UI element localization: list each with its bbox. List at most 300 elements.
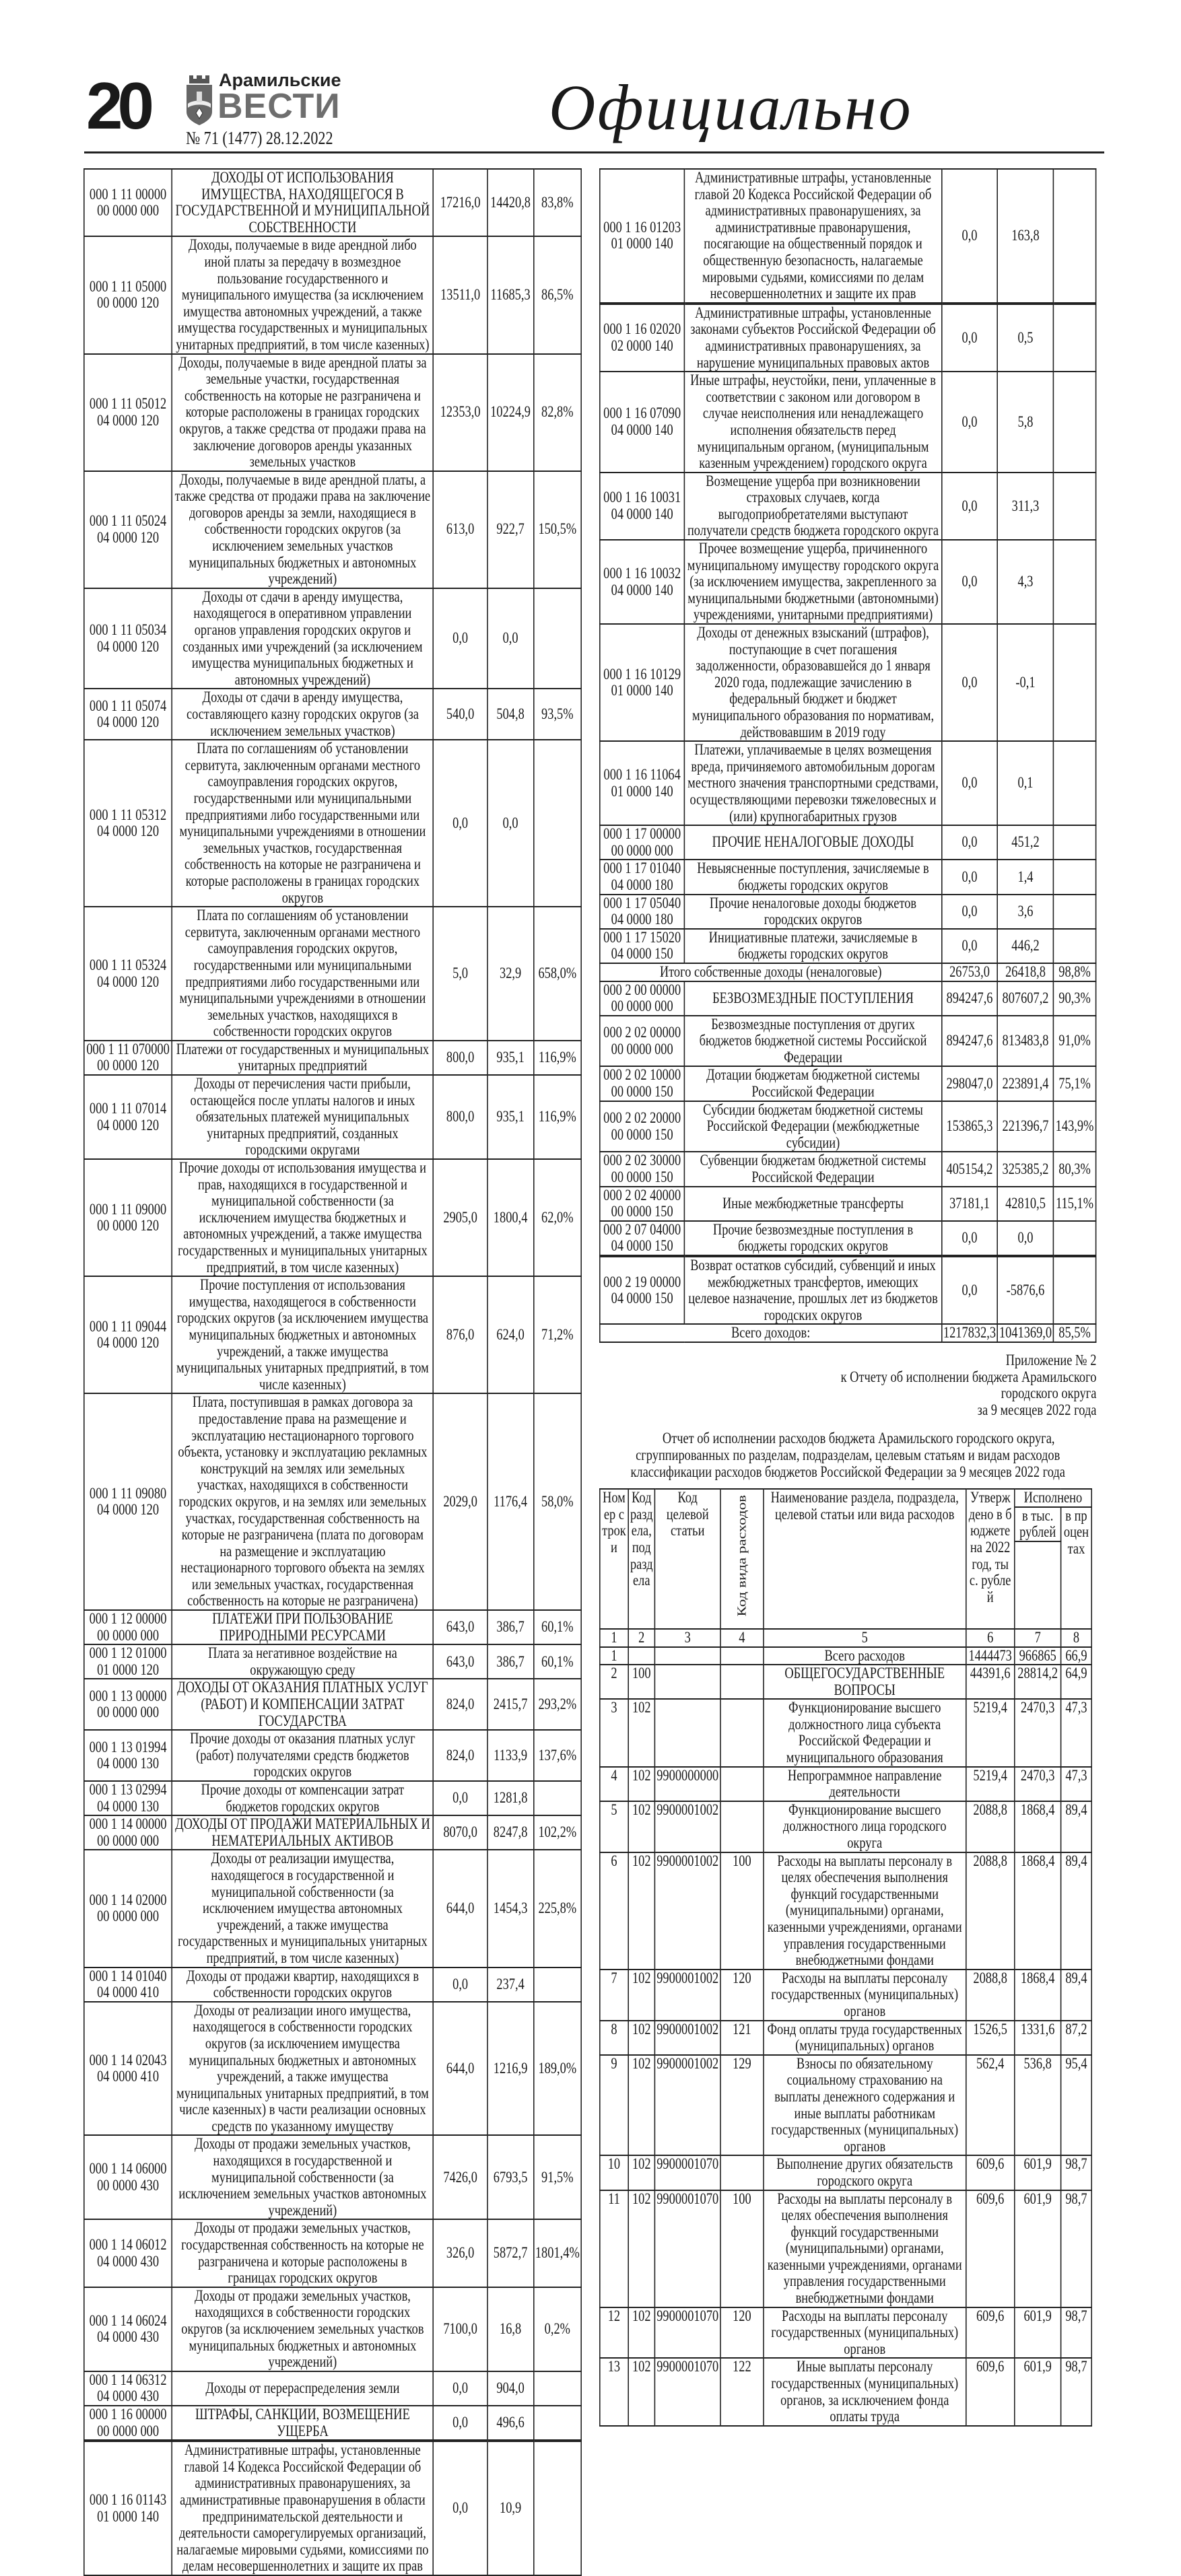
table-row xyxy=(600,825,1096,860)
total-label: Итого собственные доходы (неналоговые) xyxy=(600,963,942,981)
actual-amount: 1281,8 xyxy=(487,1781,534,1815)
planned-amount: 0,0 xyxy=(942,540,998,624)
executed-percent: 87,2 xyxy=(1061,2021,1091,2055)
row-number: 2 xyxy=(600,1665,628,1699)
income-name: Иные штрафы, неустойки, пени, уплаченные в соответствии с законом или договором в случае неисполнения или ненадлежащего исполнения обязательств перед муниципальным органом, (муниципальным казенным учреждением) городского округа xyxy=(685,372,942,473)
expense-name: Всего расходов xyxy=(764,1647,966,1665)
table-row xyxy=(600,1016,1096,1067)
execution-percent: 80,3% xyxy=(1054,1152,1096,1186)
execution-percent: 85,5% xyxy=(1054,1324,1096,1342)
table-row xyxy=(600,169,1096,304)
execution-percent: 91,5% xyxy=(533,2135,581,2219)
execution-percent: 137,6% xyxy=(533,1730,581,1781)
coat-of-arms-icon xyxy=(185,74,213,125)
income-name: ШТРАФЫ, САНКЦИИ, ВОЗМЕЩЕНИЕ УЩЕРБА xyxy=(172,2406,433,2441)
planned-amount: 1217832,3 xyxy=(942,1324,998,1342)
planned-amount: 7100,0 xyxy=(433,2287,487,2371)
expense-name: Взносы по обязательному социальному страхованию на выплаты денежного содержания и иные выплаты работникам государственных (муниципальных) органов xyxy=(764,2055,966,2156)
expense-name: Функционирование высшего должностного лица субъекта Российской Федерации и муниципального образования xyxy=(764,1699,966,1766)
planned-amount: 643,0 xyxy=(433,1644,487,1679)
target-code: 9900001070 xyxy=(655,2307,720,2359)
target-code: 9900001002 xyxy=(655,1970,720,2021)
kind-code: 129 xyxy=(720,2055,764,2156)
section-code: 102 xyxy=(628,1852,654,1970)
income-code: 000 2 19 00000 04 0000 150 xyxy=(600,1256,685,1324)
income-code: 000 1 16 07090 04 0000 140 xyxy=(600,372,685,473)
actual-amount: 451,2 xyxy=(998,825,1054,860)
kind-code: 100 xyxy=(720,2190,764,2307)
execution-percent: 93,5% xyxy=(533,689,581,740)
section-code: 100 xyxy=(628,1665,654,1699)
planned-amount: 12353,0 xyxy=(433,354,487,471)
section-code: 102 xyxy=(628,2055,654,2156)
row-number: 4 xyxy=(600,1767,628,1801)
income-name: Доходы, получаемые в виде арендной платы за земельные участки, государственная собственность на которые не разграничена и которые расположены в границах городских округов, а также средства от продажи права на заключение договоров аренды указанных земельных участков xyxy=(172,354,433,471)
actual-amount: 2415,7 xyxy=(487,1679,534,1730)
income-code: 000 1 11 05000 00 0000 120 xyxy=(84,236,172,353)
newspaper-logo xyxy=(185,71,353,125)
executed-percent: 66,9 xyxy=(1061,1647,1091,1665)
expenses-table xyxy=(599,1488,1092,2427)
actual-amount: 311,3 xyxy=(998,473,1054,540)
kind-code: 120 xyxy=(720,1970,764,2021)
actual-amount: 8247,8 xyxy=(487,1815,534,1850)
column-number: 3 xyxy=(655,1629,720,1647)
executed-amount: 1331,6 xyxy=(1015,2021,1061,2055)
execution-percent: 60,1% xyxy=(533,1644,581,1679)
appendix-line: Приложение № 2 xyxy=(1005,1351,1097,1368)
target-code: 9900001002 xyxy=(655,2055,720,2156)
income-code: 000 1 11 05024 04 0000 120 xyxy=(84,471,172,588)
target-code xyxy=(655,1699,720,1766)
income-name: ДОХОДЫ ОТ ПРОДАЖИ МАТЕРИАЛЬНЫХ И НЕМАТЕРИАЛЬНЫХ АКТИВОВ xyxy=(172,1815,433,1850)
actual-amount: 1216,9 xyxy=(487,2002,534,2136)
table-row xyxy=(84,2371,581,2406)
row-number: 8 xyxy=(600,2021,628,2055)
income-name: Плата по соглашениям об установлении сервитута, заключенным органами местного самоуправления городских округов, государственными или муниципальными предприятиями либо государственными или муниципальными учреждениями в отношении земельных участков, находящихся в собственности городских округов xyxy=(172,907,433,1041)
table-row xyxy=(84,1159,581,1276)
income-name: Прочее возмещение ущерба, причиненного муниципальному имуществу городского округа (за исключением имущества, закрепленного за муниципальными бюджетными (автономными) учреждениями, унитарными предприятиями) xyxy=(685,540,942,624)
planned-amount: 326,0 xyxy=(433,2219,487,2287)
planned-amount: 0,0 xyxy=(942,929,998,963)
income-name: Доходы от продажи квартир, находящихся в собственности городских округов xyxy=(172,1968,433,2002)
executed-percent: 64,9 xyxy=(1061,1665,1091,1699)
issue-info: № 71 (1477) 28.12.2022 xyxy=(186,128,333,148)
kind-code: 121 xyxy=(720,2021,764,2055)
row-number: 9 xyxy=(600,2055,628,2156)
actual-amount: 1041369,0 xyxy=(998,1324,1054,1342)
header-section-code: Код раздела, подраздела xyxy=(628,1489,654,1629)
income-name: Инициативные платежи, зачисляемые в бюджеты городских округов xyxy=(685,929,942,963)
planned-amount: 298047,0 xyxy=(942,1066,998,1101)
section-code: 102 xyxy=(628,2307,654,2359)
income-code: 000 1 13 01994 04 0000 130 xyxy=(84,1730,172,1781)
planned-amount: 800,0 xyxy=(433,1075,487,1159)
planned-amount: 13511,0 xyxy=(433,236,487,353)
executed-amount: 601,9 xyxy=(1015,2358,1061,2425)
planned-amount: 0,0 xyxy=(942,741,998,825)
approved-amount: 609,6 xyxy=(966,2190,1015,2307)
expense-name: Выполнение других обязательств городского округа xyxy=(764,2155,966,2190)
target-code: 9900001070 xyxy=(655,2155,720,2190)
kind-code xyxy=(720,1699,764,1766)
execution-percent xyxy=(1054,860,1096,894)
execution-percent xyxy=(1054,895,1096,929)
planned-amount: 0,0 xyxy=(433,1968,487,2002)
table-row xyxy=(84,1276,581,1393)
table-row xyxy=(600,1101,1096,1152)
income-name: Плата, поступившая в рамках договора за предоставление права на размещение и эксплуатацию нестационарного торгового объекта, установку и эксплуатацию рекламных конструкций на землях или земельных участках, находящихся в собственности городских округов, и на землях или земельных участках, государственная собственность на которые не разграничена (плата по договорам на размещение и эксплуатацию нестационарного торгового объекта на землях или земельных участках, государственная собственность на которые не разграничена) xyxy=(172,1393,433,1610)
income-name: ДОХОДЫ ОТ ОКАЗАНИЯ ПЛАТНЫХ УСЛУГ (РАБОТ) И КОМПЕНСАЦИИ ЗАТРАТ ГОСУДАРСТВА xyxy=(172,1679,433,1730)
planned-amount: 876,0 xyxy=(433,1276,487,1393)
planned-amount: 894247,6 xyxy=(942,1016,998,1067)
actual-amount: 386,7 xyxy=(487,1644,534,1679)
income-name: Безвозмездные поступления от других бюджетов бюджетной системы Российской Федерации xyxy=(685,1016,942,1067)
header-empty-cell xyxy=(1015,1541,1061,1629)
section-code: 102 xyxy=(628,1970,654,2021)
expense-name: Фонд оплаты труда государственных (муниципальных) органов xyxy=(764,2021,966,2055)
income-name: Доходы от продажи земельных участков, государственная собственность на которые не разграничена и которые расположены в границах городских округов xyxy=(172,2219,433,2287)
actual-amount: 1133,9 xyxy=(487,1730,534,1781)
income-name: Прочие доходы от оказания платных услуг (работ) получателями средств бюджетов городских округов xyxy=(172,1730,433,1781)
planned-amount: 405154,2 xyxy=(942,1152,998,1186)
actual-amount: 386,7 xyxy=(487,1610,534,1644)
table-row xyxy=(84,1041,581,1075)
table-row xyxy=(600,372,1096,473)
income-code: 000 1 17 00000 00 0000 000 xyxy=(600,825,685,860)
table-row xyxy=(600,1324,1096,1342)
table-row xyxy=(600,1970,1091,2021)
kind-code xyxy=(720,1767,764,1801)
table-row xyxy=(600,963,1096,981)
left-column xyxy=(83,168,582,2576)
table-row xyxy=(84,1850,581,1967)
income-code: 000 2 02 20000 00 0000 150 xyxy=(600,1101,685,1152)
actual-amount: 0,5 xyxy=(998,304,1054,372)
income-name: Доходы от реализации иного имущества, находящегося в собственности городских округов (за исключением имущества муниципальных бюджетных и автономных учреждений, а также имущества муниципальных унитарных предприятий, в том числе казенных) в части реализации основных средств по указанному имуществу xyxy=(172,2002,433,2136)
actual-amount: 1800,4 xyxy=(487,1159,534,1276)
planned-amount: 824,0 xyxy=(433,1679,487,1730)
income-code: 000 1 11 05324 04 0000 120 xyxy=(84,907,172,1041)
actual-amount: 1454,3 xyxy=(487,1850,534,1967)
income-name: Прочие безвозмездные поступления в бюджеты городских округов xyxy=(685,1221,942,1256)
actual-amount: -5876,6 xyxy=(998,1256,1054,1324)
actual-amount: 904,0 xyxy=(487,2371,534,2406)
actual-amount: 922,7 xyxy=(487,471,534,588)
execution-percent: 82,8% xyxy=(533,354,581,471)
column-number: 4 xyxy=(720,1629,764,1647)
header-done: Исполнено xyxy=(1015,1489,1092,1507)
planned-amount: 643,0 xyxy=(433,1610,487,1644)
executed-percent: 95,4 xyxy=(1061,2055,1091,2156)
income-name: Возмещение ущерба при возникновении страховых случаев, когда выгодоприобретателями выступают получатели средств бюджета городского округа xyxy=(685,473,942,540)
execution-percent: 75,1% xyxy=(1054,1066,1096,1101)
actual-amount: 325385,2 xyxy=(998,1152,1054,1186)
approved-amount: 609,6 xyxy=(966,2307,1015,2359)
actual-amount: 0,0 xyxy=(487,740,534,907)
income-code: 000 1 11 09044 04 0000 120 xyxy=(84,1276,172,1393)
appendix-note xyxy=(599,1352,1096,1418)
execution-percent: 658,0% xyxy=(533,907,581,1041)
table-row xyxy=(84,2406,581,2441)
executed-amount: 1868,4 xyxy=(1015,1852,1061,1970)
executed-percent: 98,7 xyxy=(1061,2358,1091,2425)
actual-amount: 11685,3 xyxy=(487,236,534,353)
execution-percent xyxy=(1054,741,1096,825)
kind-code: 100 xyxy=(720,1852,764,1970)
income-name: Прочие неналоговые доходы бюджетов городских округов xyxy=(685,895,942,929)
table-row xyxy=(600,981,1096,1016)
executed-percent: 98,7 xyxy=(1061,2155,1091,2190)
table-row xyxy=(84,1075,581,1159)
income-name: Доходы от денежных взысканий (штрафов), поступающие в счет погашения задолженности, образовавшейся до 1 января 2020 года, подлежащие зачислению в федеральный бюджет и бюджет муниципального образования по нормативам, действовавшим в 2019 году xyxy=(685,624,942,741)
income-name: БЕЗВОЗМЕЗДНЫЕ ПОСТУПЛЕНИЯ xyxy=(685,981,942,1016)
actual-amount: -0,1 xyxy=(998,624,1054,741)
income-code: 000 1 16 00000 00 0000 000 xyxy=(84,2406,172,2441)
kind-code xyxy=(720,1801,764,1852)
table-row xyxy=(84,1679,581,1730)
income-code: 000 1 11 070000 00 0000 120 xyxy=(84,1041,172,1075)
table-row xyxy=(600,860,1096,894)
executed-amount: 601,9 xyxy=(1015,2190,1061,2307)
table-row xyxy=(600,2055,1091,2156)
income-code: 000 1 13 02994 04 0000 130 xyxy=(84,1781,172,1815)
income-name: Доходы от продажи земельных участков, находящихся в государственной и муниципальной собственности (за исключением земельных участков автономных учреждений) xyxy=(172,2135,433,2219)
approved-amount: 44391,6 xyxy=(966,1665,1015,1699)
expense-name: Непрограммное направление деятельности xyxy=(764,1767,966,1801)
execution-percent xyxy=(533,2406,581,2441)
income-name: Платежи от государственных и муниципальных унитарных предприятий xyxy=(172,1041,433,1075)
table-row xyxy=(600,2021,1091,2055)
table-row xyxy=(84,2441,581,2575)
actual-amount: 5,8 xyxy=(998,372,1054,473)
expense-name: Иные выплаты персоналу государственных (муниципальных) органов, за исключением фонда оплаты труда xyxy=(764,2358,966,2425)
actual-amount: 237,4 xyxy=(487,1968,534,2002)
income-name: Административные штрафы, установленные главой 14 Кодекса Российской Федерации об административных правонарушениях, за административные правонарушения в области предпринимательской деятельности и деятельности саморегулируемых организаций, налагаемые мировыми судьями, комиссиями по делам несовершеннолетних и защите их прав xyxy=(172,2441,433,2575)
income-code: 000 1 14 06312 04 0000 430 xyxy=(84,2371,172,2406)
income-code: 000 1 14 02000 00 0000 000 xyxy=(84,1850,172,1967)
planned-amount: 613,0 xyxy=(433,471,487,588)
table-row xyxy=(84,740,581,907)
execution-percent xyxy=(533,588,581,689)
planned-amount: 0,0 xyxy=(942,825,998,860)
table-row xyxy=(600,2190,1091,2307)
approved-amount: 2088,8 xyxy=(966,1852,1015,1970)
execution-percent: 86,5% xyxy=(533,236,581,353)
planned-amount: 0,0 xyxy=(942,473,998,540)
income-code: 000 2 02 10000 00 0000 150 xyxy=(600,1066,685,1101)
header-kind-code xyxy=(720,1489,764,1629)
table-row xyxy=(84,588,581,689)
income-code: 000 2 07 04000 04 0000 150 xyxy=(600,1221,685,1256)
table-row xyxy=(84,471,581,588)
execution-percent xyxy=(1054,169,1096,304)
execution-percent xyxy=(1054,473,1096,540)
actual-amount: 0,0 xyxy=(998,1221,1054,1256)
income-name: Доходы от сдачи в аренду имущества, составляющего казну городских округов (за исключением земельных участков) xyxy=(172,689,433,740)
planned-amount: 5,0 xyxy=(433,907,487,1041)
execution-percent: 62,0% xyxy=(533,1159,581,1276)
executed-percent: 98,7 xyxy=(1061,2307,1091,2359)
table-row xyxy=(600,2358,1091,2425)
planned-amount: 894247,6 xyxy=(942,981,998,1016)
header-target-code: Код целевой статьи xyxy=(655,1489,720,1629)
approved-amount: 5219,4 xyxy=(966,1767,1015,1801)
actual-amount: 4,3 xyxy=(998,540,1054,624)
planned-amount: 0,0 xyxy=(942,169,998,304)
actual-amount: 163,8 xyxy=(998,169,1054,304)
execution-percent xyxy=(533,740,581,907)
execution-percent: 115,1% xyxy=(1054,1187,1096,1221)
executed-amount: 28814,2 xyxy=(1015,1665,1061,1699)
actual-amount: 446,2 xyxy=(998,929,1054,963)
income-code: 000 1 13 00000 00 0000 000 xyxy=(84,1679,172,1730)
income-name: ПРОЧИЕ НЕНАЛОГОВЫЕ ДОХОДЫ xyxy=(685,825,942,860)
page-number: 20 xyxy=(86,69,149,143)
target-code xyxy=(655,1647,720,1665)
kind-code: 122 xyxy=(720,2358,764,2425)
section-code: 102 xyxy=(628,2190,654,2307)
table-row xyxy=(600,1852,1091,1970)
execution-percent xyxy=(1054,540,1096,624)
header-done-pct: в процентах xyxy=(1061,1507,1091,1629)
executed-percent: 47,3 xyxy=(1061,1767,1091,1801)
actual-amount: 14420,8 xyxy=(487,169,534,236)
table-row xyxy=(600,1801,1091,1852)
income-name: Прочие доходы от компенсации затрат бюджетов городских округов xyxy=(172,1781,433,1815)
execution-percent: 189,0% xyxy=(533,2002,581,2136)
row-number: 3 xyxy=(600,1699,628,1766)
income-code: 000 1 11 09080 04 0000 120 xyxy=(84,1393,172,1610)
income-code: 000 1 17 05040 04 0000 180 xyxy=(600,895,685,929)
approved-amount: 2088,8 xyxy=(966,1801,1015,1852)
planned-amount: 0,0 xyxy=(433,740,487,907)
column-number: 7 xyxy=(1015,1629,1061,1647)
target-code: 9900000000 xyxy=(655,1767,720,1801)
execution-percent xyxy=(533,1781,581,1815)
planned-amount: 540,0 xyxy=(433,689,487,740)
approved-amount: 1444473 xyxy=(966,1647,1015,1665)
execution-percent xyxy=(1054,372,1096,473)
row-number: 1 xyxy=(600,1647,628,1665)
row-number: 6 xyxy=(600,1852,628,1970)
expense-name: Расходы на выплаты персоналу в целях обеспечения выполнения функций государственными (муниципальными) органами, казенными учреждениями, органами управления государственными внебюджетными фондами xyxy=(764,1852,966,1970)
approved-amount: 5219,4 xyxy=(966,1699,1015,1766)
planned-amount: 0,0 xyxy=(942,1256,998,1324)
execution-percent: 143,9% xyxy=(1054,1101,1096,1152)
income-code: 000 1 14 02043 04 0000 410 xyxy=(84,2002,172,2136)
income-name: Субвенции бюджетам бюджетной системы Российской Федерации xyxy=(685,1152,942,1186)
actual-amount: 32,9 xyxy=(487,907,534,1041)
total-label: Всего доходов: xyxy=(600,1324,942,1342)
executed-amount: 601,9 xyxy=(1015,2155,1061,2190)
actual-amount: 504,8 xyxy=(487,689,534,740)
table-row xyxy=(84,1815,581,1850)
table-row xyxy=(600,624,1096,741)
column-number: 1 xyxy=(600,1629,628,1647)
section-code: 102 xyxy=(628,2155,654,2190)
table-row xyxy=(84,907,581,1041)
table-row xyxy=(84,2287,581,2371)
actual-amount: 813483,8 xyxy=(998,1016,1054,1067)
income-name: Прочие доходы от использования имущества и прав, находящихся в государственной и муниципальной собственности (за исключением имущества бюджетных и автономных учреждений, а также имущества государственных и муниципальных унитарных предприятий, в том числе казенных) xyxy=(172,1159,433,1276)
income-name: Дотации бюджетам бюджетной системы Российской Федерации xyxy=(685,1066,942,1101)
income-code: 000 1 17 01040 04 0000 180 xyxy=(600,860,685,894)
target-code: 9900001002 xyxy=(655,1801,720,1852)
approved-amount: 2088,8 xyxy=(966,1970,1015,2021)
column-number: 6 xyxy=(966,1629,1015,1647)
actual-amount: 935,1 xyxy=(487,1041,534,1075)
executed-amount: 536,8 xyxy=(1015,2055,1061,2156)
row-number: 10 xyxy=(600,2155,628,2190)
actual-amount: 0,1 xyxy=(998,741,1054,825)
executed-percent: 89,4 xyxy=(1061,1801,1091,1852)
execution-percent xyxy=(533,2441,581,2575)
execution-percent xyxy=(1054,825,1096,860)
execution-percent xyxy=(1054,929,1096,963)
execution-percent xyxy=(533,2371,581,2406)
income-code: 000 1 14 01040 04 0000 410 xyxy=(84,1968,172,2002)
executed-amount: 966865 xyxy=(1015,1647,1061,1665)
appendix-line: за 9 месяцев 2022 года xyxy=(977,1401,1097,1418)
income-code: 000 1 14 06012 04 0000 430 xyxy=(84,2219,172,2287)
kind-code xyxy=(720,2155,764,2190)
table-row xyxy=(84,236,581,353)
actual-amount: 223891,4 xyxy=(998,1066,1054,1101)
planned-amount: 644,0 xyxy=(433,1850,487,1967)
income-name: Доходы от сдачи в аренду имущества, находящегося в оперативном управлении органов управления городских округов и созданных ими учреждений (за исключением имущества муниципальных бюджетных и автономных учреждений) xyxy=(172,588,433,689)
income-code: 000 2 00 00000 00 0000 000 xyxy=(600,981,685,1016)
actual-amount: 221396,7 xyxy=(998,1101,1054,1152)
section-code: 102 xyxy=(628,2358,654,2425)
income-name: Иные межбюджетные трансферты xyxy=(685,1187,942,1221)
actual-amount: 42810,5 xyxy=(998,1187,1054,1221)
row-number: 11 xyxy=(600,2190,628,2307)
income-code: 000 1 11 05034 04 0000 120 xyxy=(84,588,172,689)
execution-percent: 116,9% xyxy=(533,1041,581,1075)
table-row xyxy=(84,1781,581,1815)
execution-percent xyxy=(533,1968,581,2002)
execution-percent xyxy=(1054,1256,1096,1324)
income-code: 000 1 12 00000 00 0000 000 xyxy=(84,1610,172,1644)
table-row xyxy=(84,2135,581,2219)
section-code: 102 xyxy=(628,1767,654,1801)
table-row xyxy=(84,1730,581,1781)
executed-percent: 98,7 xyxy=(1061,2190,1091,2307)
table-row xyxy=(600,1647,1091,1665)
section-title: Официально xyxy=(549,71,913,143)
executed-amount: 2470,3 xyxy=(1015,1767,1061,1801)
income-name: ПЛАТЕЖИ ПРИ ПОЛЬЗОВАНИЕ ПРИРОДНЫМИ РЕСУРСАМИ xyxy=(172,1610,433,1644)
column-number: 2 xyxy=(628,1629,654,1647)
executed-percent: 89,4 xyxy=(1061,1970,1091,2021)
table-row xyxy=(84,169,581,236)
execution-percent: 58,0% xyxy=(533,1393,581,1610)
income-code: 000 1 11 05012 04 0000 120 xyxy=(84,354,172,471)
section-code: 102 xyxy=(628,1801,654,1852)
execution-percent: 225,8% xyxy=(533,1850,581,1967)
planned-amount: 2029,0 xyxy=(433,1393,487,1610)
income-code: 000 1 16 10129 01 0000 140 xyxy=(600,624,685,741)
income-code: 000 2 02 30000 00 0000 150 xyxy=(600,1152,685,1186)
expense-name: Расходы на выплаты персоналу в целях обеспечения выполнения функций государственными (муниципальными) органами, казенными учреждениями, органами управления государственными внебюджетными фондами xyxy=(764,2190,966,2307)
expense-name: ОБЩЕГОСУДАРСТВЕННЫЕ ВОПРОСЫ xyxy=(764,1665,966,1699)
row-number: 12 xyxy=(600,2307,628,2359)
table-row xyxy=(84,1968,581,2002)
execution-percent: 293,2% xyxy=(533,1679,581,1730)
table-row xyxy=(600,540,1096,624)
income-code: 000 1 16 11064 01 0000 140 xyxy=(600,741,685,825)
